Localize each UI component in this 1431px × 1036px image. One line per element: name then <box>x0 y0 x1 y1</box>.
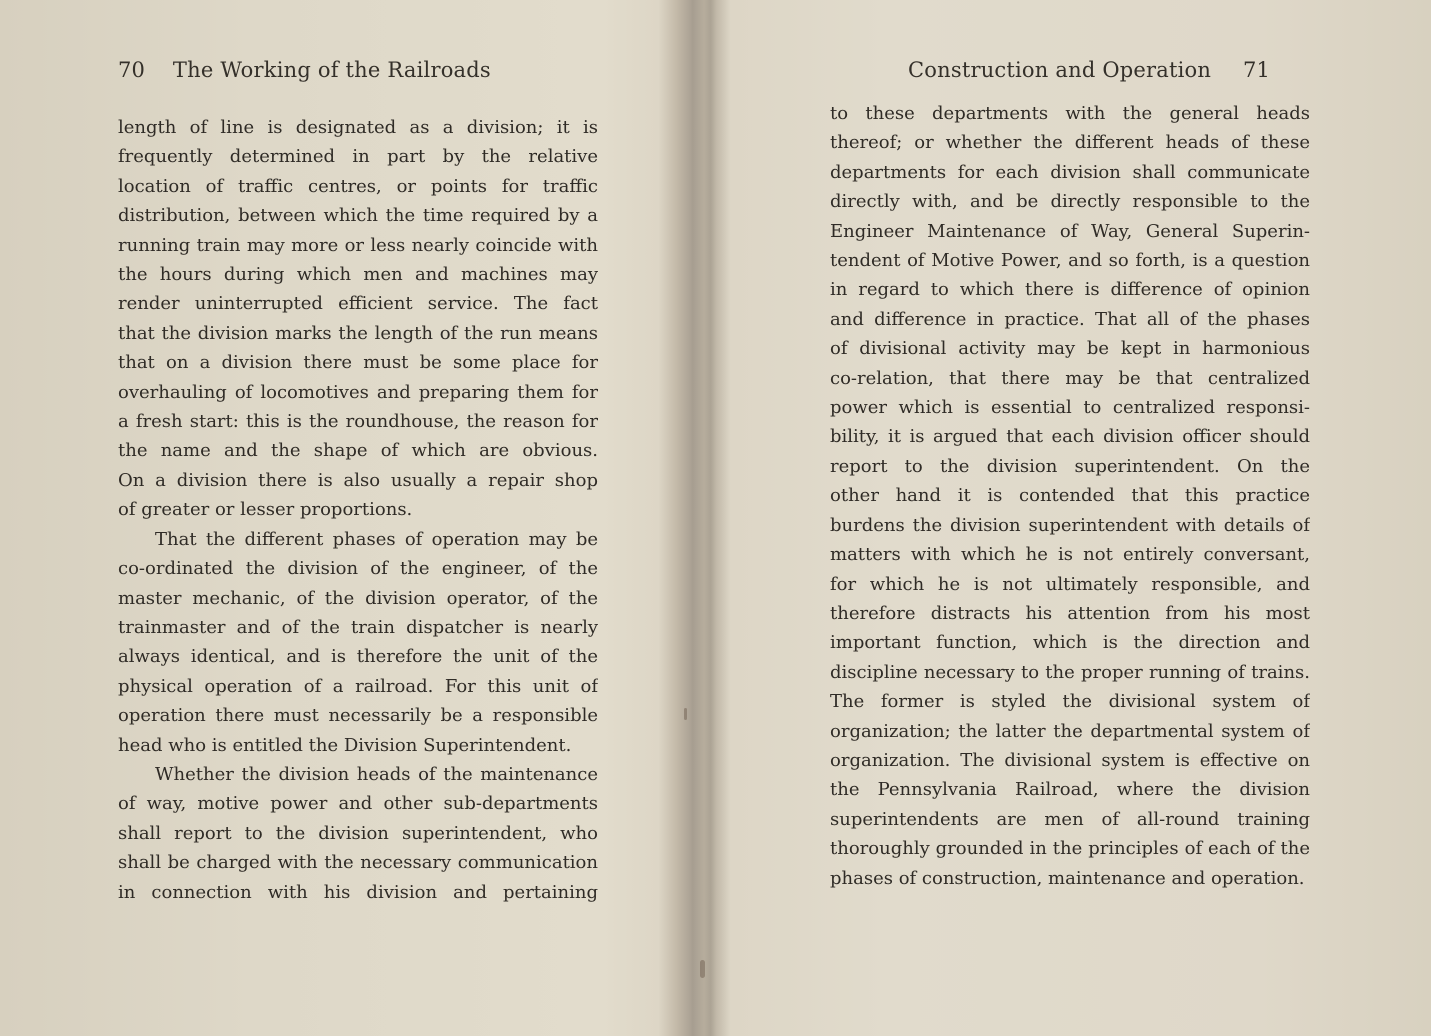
text-line: operation there must necessarily be a responsible <box>118 705 598 727</box>
right-running-head: Construction and Operation <box>908 58 1212 82</box>
text-line: That the different phases of operation may be <box>155 528 598 550</box>
text-line: frequently determined in part by the relative <box>118 146 598 168</box>
text-line: the hours during which men and machines may <box>118 264 598 286</box>
text-line: of way, motive power and other sub-departments <box>118 793 598 815</box>
text-line: distribution, between which the time required by a <box>118 205 598 227</box>
left-page-header <box>118 58 491 82</box>
text-line: location of traffic centres, or points for traffic <box>118 175 598 197</box>
text-line: tendent of Motive Power, and so forth, is a question <box>830 250 1310 272</box>
text-line: of greater or lesser proportions. <box>118 499 413 521</box>
text-line: trainmaster and of the train dispatcher is nearly <box>118 616 598 638</box>
text-line: the Pennsylvania Railroad, where the division <box>830 779 1310 801</box>
text-line: head who is entitled the Division Superintendent. <box>118 734 572 756</box>
text-line: that on a division there must be some place for <box>118 352 598 374</box>
text-line: thereof; or whether the different heads of these <box>830 132 1310 154</box>
text-line: of divisional activity may be kept in harmonious <box>830 338 1310 360</box>
text-line: in connection with his division and pertaining <box>118 881 598 903</box>
left-running-head: The Working of the Railroads <box>172 58 491 82</box>
text-line: matters with which he is not entirely conversant, <box>830 544 1310 566</box>
text-line: phases of construction, maintenance and operation. <box>830 867 1305 889</box>
text-line: Engineer Maintenance of Way, General Superin- <box>830 220 1310 242</box>
text-line: On a division there is also usually a repair shop <box>118 469 598 491</box>
text-line: a fresh start: this is the roundhouse, the reason for <box>118 411 598 433</box>
text-line: power which is essential to centralized responsi- <box>830 397 1310 419</box>
text-line: and difference in practice. That all of the phases <box>830 308 1310 330</box>
left-page-number: 70 <box>118 58 146 82</box>
text-line: render uninterrupted efficient service. The fact <box>118 293 598 315</box>
right-page-header <box>908 58 1270 82</box>
text-line: organization. The divisional system is effective on <box>830 749 1310 771</box>
text-line: other hand it is contended that this practice <box>830 485 1310 507</box>
text-line: therefore distracts his attention from his most <box>830 602 1310 624</box>
right-page-text <box>830 99 1310 893</box>
text-line: running train may more or less nearly coincide with <box>118 234 598 256</box>
text-line: length of line is designated as a division; it is <box>118 117 598 138</box>
text-line: burdens the division superintendent with details of <box>830 514 1310 536</box>
left-page-text <box>118 113 598 907</box>
right-page <box>731 0 1431 1036</box>
text-line: overhauling of locomotives and preparing them for <box>118 381 598 403</box>
text-line: superintendents are men of all-round training <box>830 808 1310 830</box>
text-line: physical operation of a railroad. For this unit of <box>118 675 598 697</box>
text-line: directly with, and be directly responsible to the <box>830 191 1310 213</box>
text-line: thoroughly grounded in the principles of each of the <box>830 838 1310 860</box>
text-line: in regard to which there is difference of opinion <box>830 279 1310 301</box>
text-line: shall report to the division superintendent, who <box>118 822 598 844</box>
paper-mark <box>684 708 687 720</box>
text-line: Whether the division heads of the maintenance <box>155 763 598 785</box>
text-line: organization; the latter the departmental system of <box>830 720 1310 742</box>
paper-mark <box>700 960 705 978</box>
text-line: that the division marks the length of the run means <box>118 322 598 344</box>
text-line: co-relation, that there may be that centralized <box>830 367 1310 389</box>
text-line: shall be charged with the necessary communication <box>118 852 598 874</box>
text-line: discipline necessary to the proper running of trains. <box>830 661 1310 683</box>
left-page <box>0 0 700 1036</box>
text-line: master mechanic, of the division operator, of the <box>118 587 598 609</box>
text-line: The former is styled the divisional system of <box>830 691 1310 713</box>
text-line: to these departments with the general heads <box>830 103 1310 124</box>
text-line: always identical, and is therefore the unit of the <box>118 646 598 668</box>
text-line: co-ordinated the division of the engineer, of the <box>118 558 598 580</box>
text-line: important function, which is the direction and <box>830 632 1310 654</box>
text-line: the name and the shape of which are obvious. <box>118 440 598 462</box>
right-page-number: 71 <box>1243 58 1271 82</box>
text-line: for which he is not ultimately responsible, and <box>830 573 1310 595</box>
text-line: report to the division superintendent. On the <box>830 455 1310 477</box>
text-line: bility, it is argued that each division officer should <box>830 426 1310 448</box>
text-line: departments for each division shall communicate <box>830 161 1310 183</box>
